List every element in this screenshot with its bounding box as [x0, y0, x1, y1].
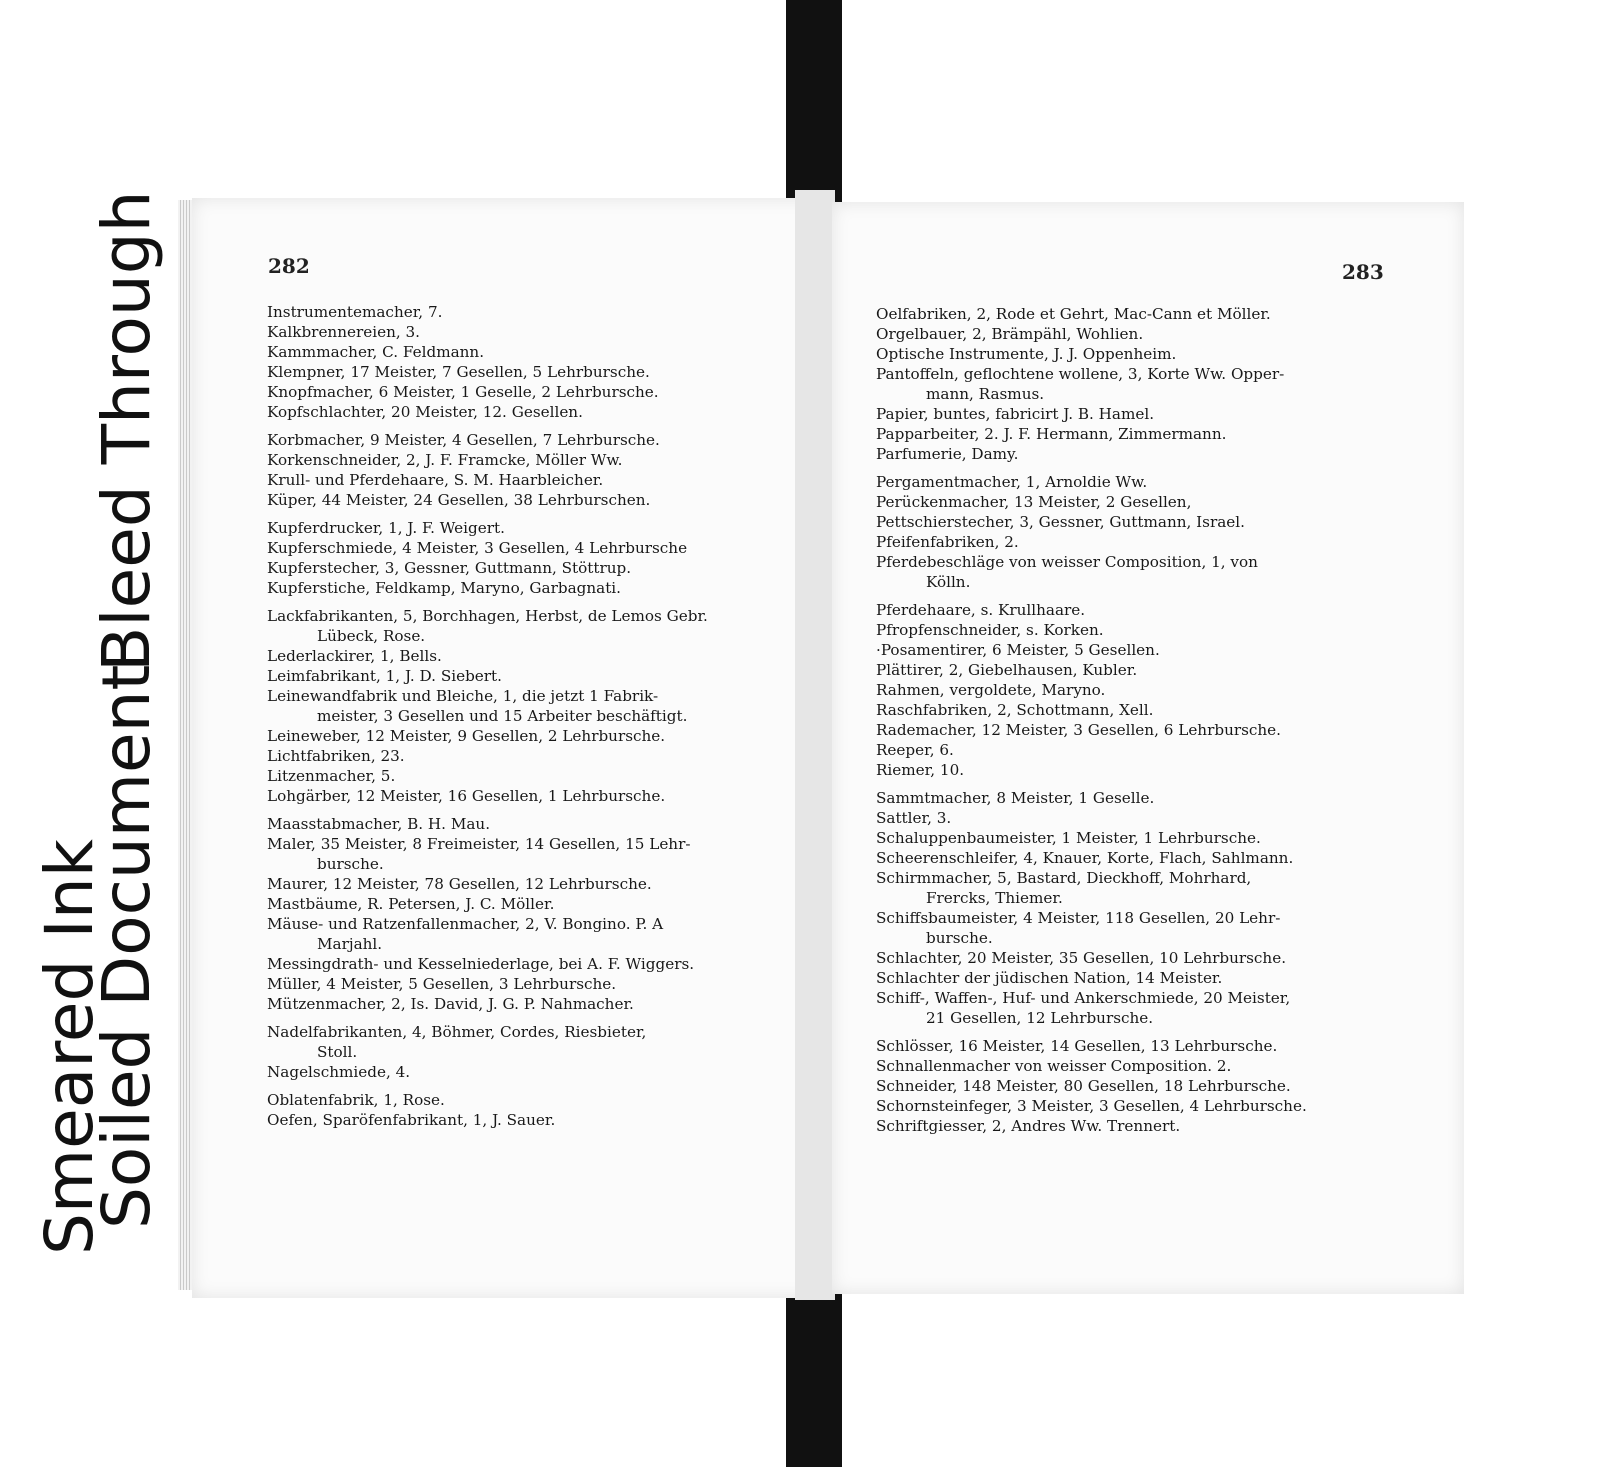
- directory-entry: Pferdebeschläge von weisser Composition, 1, von: [876, 553, 1258, 571]
- directory-entry: Riemer, 10.: [876, 761, 965, 779]
- directory-entry: Kupferstiche, Feldkamp, Maryno, Garbagnati.: [267, 579, 621, 597]
- directory-entry: Plättirer, 2, Giebelhausen, Kubler.: [876, 661, 1138, 679]
- directory-entry: Lederlackirer, 1, Bells.: [267, 647, 442, 665]
- directory-entry: Knopfmacher, 6 Meister, 1 Geselle, 2 Lehrbursche.: [267, 383, 659, 401]
- directory-entry: Maurer, 12 Meister, 78 Gesellen, 12 Lehrbursche.: [267, 875, 652, 893]
- directory-entry: Scheerenschleifer, 4, Knauer, Korte, Flach, Sahlmann.: [876, 849, 1294, 867]
- directory-entry: Schnallenmacher von weisser Composition. 2.: [876, 1057, 1232, 1075]
- section-gap: [267, 806, 812, 814]
- directory-entry: Klempner, 17 Meister, 7 Gesellen, 5 Lehrbursche.: [267, 363, 650, 381]
- directory-entry: Mützenmacher, 2, Is. David, J. G. P. Nahmacher.: [267, 995, 634, 1013]
- left-page-text: [267, 302, 812, 1130]
- directory-entry: Lichtfabriken, 23.: [267, 747, 405, 765]
- directory-entry: Sammtmacher, 8 Meister, 1 Geselle.: [876, 789, 1155, 807]
- directory-entry: Papparbeiter, 2. J. F. Hermann, Zimmermann.: [876, 425, 1227, 443]
- directory-entry: Maler, 35 Meister, 8 Freimeister, 14 Gesellen, 15 Lehr-: [267, 835, 691, 853]
- bleed-through-label: Bleed Through: [88, 190, 165, 672]
- left-page-number: 282: [268, 254, 310, 278]
- soiled-document-label: Soiled Document: [88, 664, 165, 1229]
- directory-entry: Mastbäume, R. Petersen, J. C. Möller.: [267, 895, 555, 913]
- directory-entry: Schlachter der jüdischen Nation, 14 Meister.: [876, 969, 1223, 987]
- directory-entry: Korbmacher, 9 Meister, 4 Gesellen, 7 Lehrbursche.: [267, 431, 660, 449]
- directory-entry: Reeper, 6.: [876, 741, 954, 759]
- entry-continuation: mann, Rasmus.: [926, 385, 1045, 403]
- directory-entry: Messingdrath- und Kesselniederlage, bei A. F. Wiggers.: [267, 955, 695, 973]
- directory-entry: Krull- und Pferdehaare, S. M. Haarbleicher.: [267, 471, 604, 489]
- directory-entry: Leimfabrikant, 1, J. D. Siebert.: [267, 667, 502, 685]
- directory-entry: Pfeifenfabriken, 2.: [876, 533, 1019, 551]
- directory-entry: Pfropfenschneider, s. Korken.: [876, 621, 1104, 639]
- directory-entry: Orgelbauer, 2, Brämpähl, Wohlien.: [876, 325, 1144, 343]
- directory-entry: Raschfabriken, 2, Schottmann, Xell.: [876, 701, 1154, 719]
- directory-entry: Rademacher, 12 Meister, 3 Gesellen, 6 Lehrbursche.: [876, 721, 1282, 739]
- directory-entry: Pferdehaare, s. Krullhaare.: [876, 601, 1086, 619]
- directory-entry: Leineweber, 12 Meister, 9 Gesellen, 2 Lehrbursche.: [267, 727, 666, 745]
- section-gap: [267, 598, 812, 606]
- directory-entry: Schlachter, 20 Meister, 35 Gesellen, 10 Lehrbursche.: [876, 949, 1287, 967]
- directory-entry: Schornsteinfeger, 3 Meister, 3 Gesellen, 4 Lehrbursche.: [876, 1097, 1307, 1115]
- directory-entry: Kammmacher, C. Feldmann.: [267, 343, 485, 361]
- section-gap: [267, 1082, 812, 1090]
- directory-entry: Kalkbrennereien, 3.: [267, 323, 421, 341]
- section-gap: [876, 592, 1436, 600]
- directory-entry: Leinewandfabrik und Bleiche, 1, die jetzt 1 Fabrik-: [267, 687, 659, 705]
- entry-continuation: bursche.: [926, 929, 993, 947]
- directory-entry: Lohgärber, 12 Meister, 16 Gesellen, 1 Lehrbursche.: [267, 787, 666, 805]
- directory-entry: Parfumerie, Damy.: [876, 445, 1019, 463]
- section-gap: [267, 422, 812, 430]
- section-gap: [876, 464, 1436, 472]
- entry-continuation: Frercks, Thiemer.: [926, 889, 1063, 907]
- directory-entry: Schirmmacher, 5, Bastard, Dieckhoff, Mohrhard,: [876, 869, 1252, 887]
- directory-entry: Pantoffeln, geflochtene wollene, 3, Korte Ww. Opper-: [876, 365, 1285, 383]
- entry-continuation: bursche.: [317, 855, 384, 873]
- right-page-text: [876, 304, 1436, 1136]
- directory-entry: Sattler, 3.: [876, 809, 952, 827]
- entry-continuation: Lübeck, Rose.: [317, 627, 426, 645]
- entry-continuation: Marjahl.: [317, 935, 383, 953]
- right-page-number: 283: [1342, 260, 1384, 284]
- smeared-ink-label: Smeared Ink: [31, 839, 108, 1255]
- section-gap: [267, 510, 812, 518]
- directory-entry: Rahmen, vergoldete, Maryno.: [876, 681, 1106, 699]
- open-book: [172, 180, 1472, 1310]
- directory-entry: Schlösser, 16 Meister, 14 Gesellen, 13 Lehrbursche.: [876, 1037, 1278, 1055]
- directory-entry: Kupferstecher, 3, Gessner, Guttmann, Stöttrup.: [267, 559, 632, 577]
- directory-entry: Kopfschlachter, 20 Meister, 12. Gesellen.: [267, 403, 583, 421]
- directory-entry: Oblatenfabrik, 1, Rose.: [267, 1091, 445, 1109]
- directory-entry: ·Posamentirer, 6 Meister, 5 Gesellen.: [876, 641, 1160, 659]
- directory-entry: Papier, buntes, fabricirt J. B. Hamel.: [876, 405, 1155, 423]
- directory-entry: Optische Instrumente, J. J. Oppenheim.: [876, 345, 1177, 363]
- directory-entry: Lackfabrikanten, 5, Borchhagen, Herbst, de Lemos Gebr.: [267, 607, 708, 625]
- directory-entry: Nadelfabrikanten, 4, Böhmer, Cordes, Riesbieter,: [267, 1023, 647, 1041]
- directory-entry: Nagelschmiede, 4.: [267, 1063, 411, 1081]
- directory-entry: Korkenschneider, 2, J. F. Framcke, Möller Ww.: [267, 451, 623, 469]
- distortion-labels: [0, 0, 180, 1467]
- directory-entry: Schiff-, Waffen-, Huf- und Ankerschmiede, 20 Meister,: [876, 989, 1291, 1007]
- section-gap: [876, 1028, 1436, 1036]
- entry-continuation: Stoll.: [317, 1043, 358, 1061]
- directory-entry: Oefen, Sparöfenfabrikant, 1, J. Sauer.: [267, 1111, 556, 1129]
- directory-entry: Schriftgiesser, 2, Andres Ww. Trennert.: [876, 1117, 1181, 1135]
- directory-entry: Pettschierstecher, 3, Gessner, Guttmann, Israel.: [876, 513, 1245, 531]
- directory-entry: Müller, 4 Meister, 5 Gesellen, 3 Lehrbursche.: [267, 975, 617, 993]
- directory-entry: Schneider, 148 Meister, 80 Gesellen, 18 Lehrbursche.: [876, 1077, 1291, 1095]
- section-gap: [876, 780, 1436, 788]
- gutter: [795, 190, 835, 1300]
- directory-entry: Schaluppenbaumeister, 1 Meister, 1 Lehrbursche.: [876, 829, 1261, 847]
- directory-entry: Schiffsbaumeister, 4 Meister, 118 Gesellen, 20 Lehr-: [876, 909, 1281, 927]
- left-page: [192, 198, 822, 1298]
- directory-entry: Maasstabmacher, B. H. Mau.: [267, 815, 491, 833]
- entry-continuation: 21 Gesellen, 12 Lehrbursche.: [926, 1009, 1154, 1027]
- right-page: [832, 202, 1464, 1294]
- directory-entry: Mäuse- und Ratzenfallenmacher, 2, V. Bongino. P. A: [267, 915, 664, 933]
- directory-entry: Oelfabriken, 2, Rode et Gehrt, Mac-Cann et Möller.: [876, 305, 1271, 323]
- entry-continuation: meister, 3 Gesellen und 15 Arbeiter beschäftigt.: [317, 707, 688, 725]
- directory-entry: Pergamentmacher, 1, Arnoldie Ww.: [876, 473, 1148, 491]
- directory-entry: Kupferdrucker, 1, J. F. Weigert.: [267, 519, 505, 537]
- directory-entry: Instrumentemacher, 7.: [267, 303, 443, 321]
- directory-entry: Litzenmacher, 5.: [267, 767, 396, 785]
- entry-continuation: Kölln.: [926, 573, 971, 591]
- directory-entry: Perückenmacher, 13 Meister, 2 Gesellen,: [876, 493, 1192, 511]
- directory-entry: Küper, 44 Meister, 24 Gesellen, 38 Lehrburschen.: [267, 491, 651, 509]
- section-gap: [267, 1014, 812, 1022]
- directory-entry: Kupferschmiede, 4 Meister, 3 Gesellen, 4 Lehrbursche: [267, 539, 688, 557]
